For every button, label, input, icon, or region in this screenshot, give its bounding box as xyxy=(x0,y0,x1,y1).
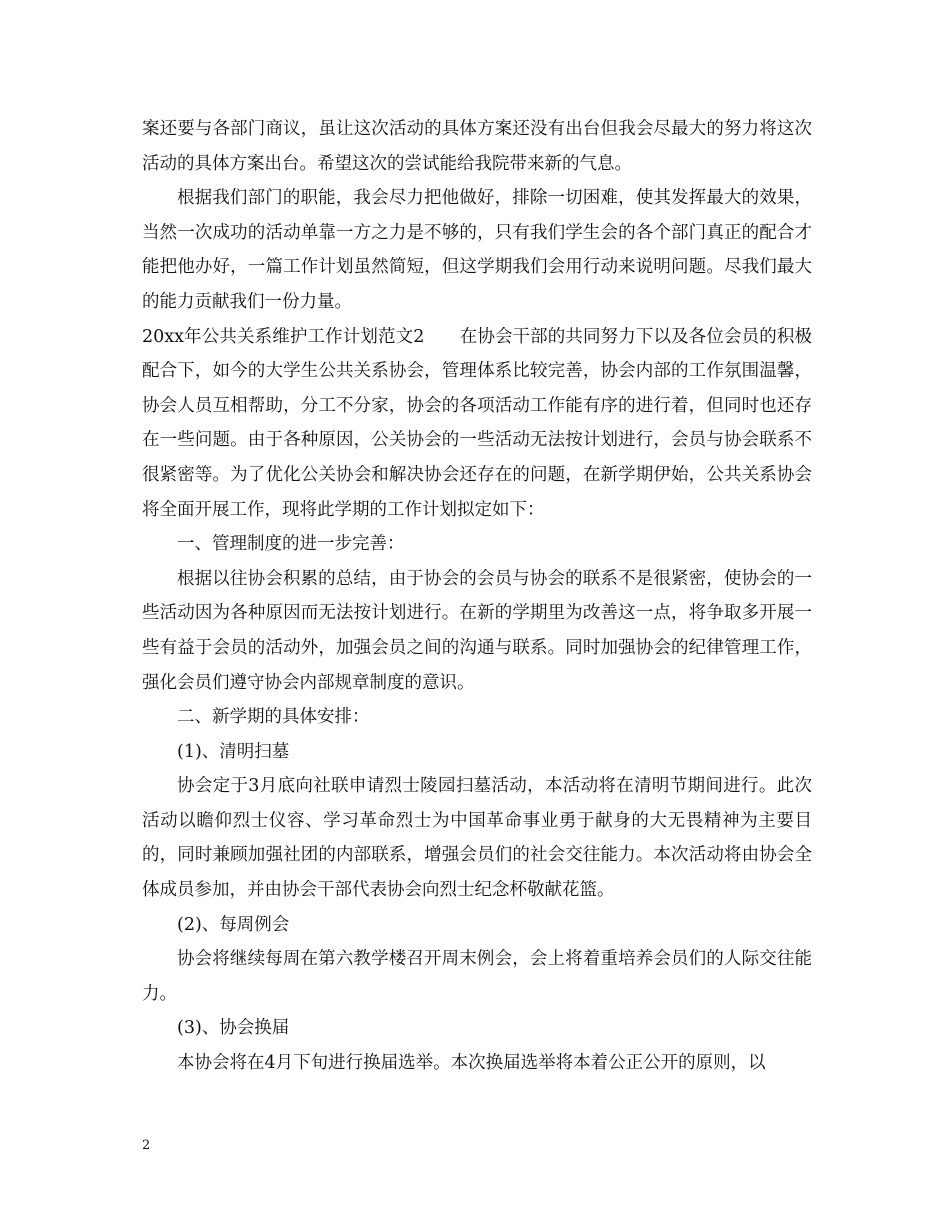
subsection-heading-1: (1)、清明扫墓 xyxy=(177,741,290,762)
document-body xyxy=(142,112,812,1081)
section-heading-1: 一、管理制度的进一步完善： xyxy=(177,534,405,555)
paragraph-1: 案还要与各部门商议，虽让这次活动的具体方案还没有出台但我会尽最大的努力将这次活动的具体方案出台。希望这次的尝试能给我院带来新的气息。 xyxy=(142,119,812,174)
paragraph-5: 根据以往协会积累的总结，由于协会的会员与协会的联系不是很紧密，使协会的一些活动因为各种原因而无法按计划进行。在新的学期里为改善这一点，将争取多开展一些有益于会员的活动外，加强会员之间的沟通与联系。同时加强协会的纪律管理工作，强化会员们遵守协会内部规章制度的意识。 xyxy=(142,568,812,693)
paragraph-8: 协会定于3月底向社联申请烈士陵园扫墓活动，本活动将在清明节期间进行。此次活动以瞻仰烈士仪容、学习革命烈士为中国革命事业勇于献身的大无畏精神为主要目的，同时兼顾加强社团的内部联系，增强会员们的社会交往能力。本次活动将由协会全体成员参加，并由协会干部代表协会向烈士纪念杯敬献花篮。 xyxy=(142,776,812,901)
paragraph-3: 20xx年公共关系维护工作计划范文2 在协会干部的共同努力下以及各位会员的积极配合下，如今的大学生公共关系协会，管理体系比较完善，协会内部的工作氛围温馨，协会人员互相帮助，分工不分家，协会的各项活动工作能有序的进行着，但同时也还存在一些问题。由于各种原因，公关协会的一些活动无法按计划进行，会员与协会联系不很紧密等。为了优化公关协会和解决协会还存在的问题，在新学期伊始，公共关系协会将全面开展工作，现将此学期的工作计划拟定如下： xyxy=(142,326,812,520)
paragraph-12: 本协会将在4月下旬进行换届选举。本次换届选举将本着公正公开的原则，以 xyxy=(177,1053,766,1074)
paragraph-10: 协会将继续每周在第六教学楼召开周末例会，会上将着重培养会员们的人际交往能力。 xyxy=(142,949,812,1004)
section-heading-2: 二、新学期的具体安排： xyxy=(177,707,370,728)
page-number: 2 xyxy=(142,1138,151,1153)
paragraph-2: 根据我们部门的职能，我会尽力把他做好，排除一切困难，使其发挥最大的效果，当然一次成功的活动单靠一方之力是不够的，只有我们学生会的各个部门真正的配合才能把他办好，一篇工作计划虽然简短，但这学期我们会用行动来说明问题。尽我们最大的能力贡献我们一份力量。 xyxy=(142,188,812,312)
subsection-heading-2: (2)、每周例会 xyxy=(177,914,290,935)
subsection-heading-3: (3)、协会换届 xyxy=(177,1018,290,1039)
